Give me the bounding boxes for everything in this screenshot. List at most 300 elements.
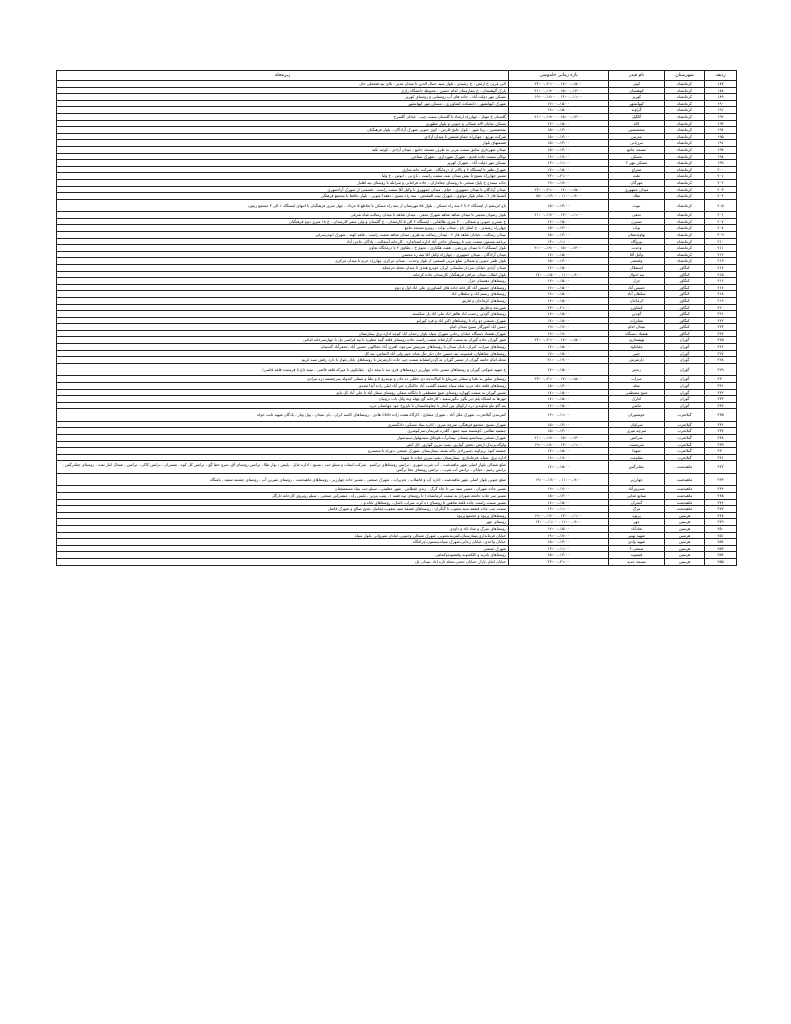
table-row: [57, 545, 737, 552]
area-cell: مسکن مهر دولت آباد - شهرک کهریز: [57, 160, 509, 167]
feeder-cell: خیبر: [609, 350, 665, 357]
feeder-cell: مسجد جامع: [609, 146, 665, 153]
row-number: ۲۰۹: [705, 231, 737, 238]
table-row: [57, 337, 737, 344]
feeder-cell: چهر: [609, 519, 665, 526]
table-row: [57, 166, 737, 173]
feeder-cell: میدان امام: [609, 324, 665, 331]
time-window-cell: ۱۷:۰۰--۱۵:۰۰: [509, 525, 609, 532]
row-number: ۲۴۸: [705, 512, 737, 519]
table-row: [57, 133, 737, 140]
feeder-cell: مسرورآباد: [609, 486, 665, 493]
area-cell: بنه گاو ماو شاوندیژ دره ارکولک بین آبدار نا چغاوماسیدان تا تاپروخ جود جهانسان دیره: [57, 402, 509, 409]
city-cell: کرمانشاه: [665, 238, 705, 245]
row-number: ۲۳۹: [705, 441, 737, 448]
area-cell: روستاهای بانزید و کلکشوند وقیصوندوکمامی: [57, 552, 509, 559]
area-cell: شهرک صنعتی: [57, 545, 509, 552]
row-number: ۲۰۴: [705, 193, 737, 200]
row-number: ۱۹۳: [705, 120, 737, 127]
row-number: ۱۹۴: [705, 127, 737, 134]
table-header-row: [57, 71, 737, 81]
area-cell: گلستان خ مهناز - چهارراه ارشاد تا گلستان سمت چپ - خیابان گلسرخ: [57, 113, 509, 120]
time-window-cell: ۱۹:۰۰--۱۷:۰۰: [509, 454, 609, 461]
time-window-cell: ۱۷:۰۰--۱۵:۰۰: [509, 291, 609, 298]
row-number: ۲۲۳: [705, 324, 737, 331]
table-row: [57, 402, 737, 409]
area-cell: روستاهای کرماجان و فارتق: [57, 297, 509, 304]
area-cell: مسکن خیابان لاله شمالی و جنوبی و بلوار مطهری: [57, 120, 509, 127]
row-number: ۲۰۷: [705, 218, 737, 225]
feeder-cell: نهاوندستان: [609, 231, 665, 238]
row-number: ۱۹۵: [705, 133, 737, 140]
feeder-cell: مرگ: [609, 506, 665, 513]
area-cell: قسمتهای بلوار: [57, 140, 509, 147]
table-row: [57, 396, 737, 403]
table-body: [57, 81, 737, 566]
time-window-cell: ۱۷:۰۰--۱۵:۰۰: [509, 284, 609, 291]
table-row: [57, 304, 737, 311]
area-cell: روستاهای گودین رحمت اباد ظاهر اباد علی اباد پل شکسته: [57, 311, 509, 318]
city-cell: گوران: [665, 396, 705, 403]
row-number: ۱۹۹: [705, 160, 737, 167]
row-number: ۲۲۲: [705, 317, 737, 324]
area-cell: میدان رسالت - خیابان شاهد فاز ۲ - میدان رسالت به طرف میدان شاهد سمت راست - قلعه کهنه - شهرک ابوذرسرایی: [57, 231, 509, 238]
city-cell: هرسین: [665, 525, 705, 532]
city-cell: کنگاور: [665, 297, 705, 304]
city-cell: کرمانشاه: [665, 245, 705, 252]
area-cell: روستاهای خمیس آباد کارخانه جاده های کشاورزی علی اباد اول و دوم: [57, 284, 509, 291]
table-row: [57, 454, 737, 461]
time-window-cell: ۱۳:۰۰--۱۱:۰۰: [509, 238, 609, 245]
feeder-cell: مسکن: [609, 153, 665, 160]
table-row: [57, 284, 737, 291]
city-cell: گوران: [665, 344, 705, 351]
row-number: ۲۵۳: [705, 545, 737, 552]
row-number: ۲۰۰: [705, 166, 737, 173]
area-cell: شورنجه و فارتق: [57, 304, 509, 311]
row-number: ۱۸۸: [705, 87, 737, 94]
area-cell: کمربندی گیلانغرب- شهرک ملک آباد - شهرک مشایخ - کارگاه همت زاده CNG هادی - روستاهای کاسه کران - بان عیدان - پول وبار - پادگان شهید ثابت خواه: [57, 409, 509, 422]
table-row: [57, 473, 737, 486]
feeder-cell: مقاومت: [609, 454, 665, 461]
time-window-cell: ۱۵:۰۰--۱۳:۰۰: [509, 539, 609, 546]
time-window-cell: ۱۹:۰۰--۱۷:۰۰ - ۱۳:۰۰--۱۱:۰۰: [509, 441, 609, 448]
area-cell: حسن اباد آموزگار بسیج میدان امام: [57, 324, 509, 331]
area-cell: باغ ابریشم از ایستگاه ۲ تا ۲ سه راه مسکن - بلوار ۵۸ مهرستان از سه راه مسکن تا تقاطع ۵ خرداد - چهل متری فرهنگیان تا انتهای ایستگاه ۱ الی ۳ مجتمع زیتون: [57, 199, 509, 212]
table-row: [57, 278, 737, 285]
row-number: ۲۱۲: [705, 251, 737, 258]
time-window-cell: ۱۳:۰۰--۱۱:۰۰: [509, 409, 609, 422]
feeder-cell: گودین: [609, 311, 665, 318]
city-cell: کنگاور: [665, 264, 705, 271]
feeder-cell: صنایع غذایی: [609, 492, 665, 499]
time-window-cell: ۲۳:۰۰--۲۱:۰۰: [509, 304, 609, 311]
area-cell: مسیر چهارراه بسیج تا نبش میدان نفت سمت راست - باغ نی - انوش - خ ولیا: [57, 173, 509, 180]
row-number: ۲۳۲: [705, 389, 737, 396]
area-cell: روستاهای رستم اباد و سلطان اباد: [57, 291, 509, 298]
time-window-cell: ۱۵:۰۰--۱۳:۰۰: [509, 428, 609, 435]
city-cell: گوران: [665, 389, 705, 396]
row-number: ۲۴۶: [705, 499, 737, 506]
time-window-cell: ۱۷:۰۰--۱۵:۰۰: [509, 389, 609, 396]
area-cell: خ شهید شوکتی گوران و روستاهای مسیر جاده چهارزبر (روستاهای قری تیه تا تیمه داغ - چقانکوی تا میرکه قلعه قاضی - تیمه داغ تا فرسنده قلعه قاضی): [57, 363, 509, 376]
area-cell: شهرک صنعتی،پیمانسو،بیستان ،پیمانرآب،قوچاق،سیدبهلول،سیدسوار: [57, 435, 509, 442]
row-number: ۲۳۸: [705, 435, 737, 442]
table-row: [57, 173, 737, 180]
city-cell: کرمانشاه: [665, 179, 705, 186]
row-number: ۲۴۴: [705, 486, 737, 493]
time-window-cell: ۱۵:۰۰--۱۳:۰۰: [509, 199, 609, 212]
feeder-cell: خوشنوران: [609, 409, 665, 422]
table-row: [57, 81, 737, 88]
feeder-cell: کهریز: [609, 94, 665, 101]
row-number: ۲۲۵: [705, 337, 737, 344]
feeder-cell: کنارک: [609, 396, 665, 403]
row-number: ۲۴۹: [705, 519, 737, 526]
table-row: [57, 160, 737, 167]
table-row: [57, 153, 737, 160]
feeder-cell: چهارزبر: [609, 473, 665, 486]
area-cell: شرکت توزیع - چهارراه حمام شمس تا میدان آزادی: [57, 133, 509, 140]
row-number: ۲۰۲: [705, 179, 737, 186]
area-cell: محله امام خامنه گوران از مسیر گوران به گزدرامشانه سمت چپ جاده دارتفرش تا روستاهای بابان بلوار تا دارد رقش سید کریم: [57, 357, 509, 364]
area-cell: پارک گوهستان - خ بیمارستان امام حسین - محوطه دانشگاه رازی: [57, 87, 509, 94]
area-cell: مسیر جاده شهران ، مسیر سید نبی تا چاه گرگ ، زندی قیطاس ، شهر عظیمی ، سیلو جب بنیاد مستضعفان: [57, 486, 509, 493]
row-number: ۲۱۴: [705, 264, 737, 271]
area-cell: خیابان امام ،بازار ،خیابان حجتی،محله تازه اباد ،میدان تک: [57, 558, 509, 565]
area-cell: میدان شهرداری سابق سمت غربی به طرف مسجد جامع - میدان آزادی - کوچه تکیه: [57, 146, 509, 153]
table-row: [57, 409, 737, 422]
feeder-cell: چقانکود: [609, 344, 665, 351]
city-cell: گیلانغرب: [665, 409, 705, 422]
row-number: ۲۱۱: [705, 245, 737, 252]
city-cell: هرسین: [665, 539, 705, 546]
area-cell: میدان آزادگان - میدان جمهوری - چهارراه وکیل آقا سه ره محسن: [57, 251, 509, 258]
city-cell: کرمانشاه: [665, 81, 705, 88]
city-cell: گوران: [665, 350, 705, 357]
row-number: ۲۳۴: [705, 402, 737, 409]
outage-table: [56, 70, 737, 566]
table-row: [57, 245, 737, 252]
row-number: ۲۳۱: [705, 382, 737, 389]
row-number: ۲۵۰: [705, 525, 737, 532]
area-cell: اداره برق ،سپاه ،فرمانداری ،بیمارستان ،پمپ بنزین حیات تا شهدا: [57, 454, 509, 461]
row-number: ۲۳۵: [705, 409, 737, 422]
time-window-cell: ۱۷:۰۰--۱۵:۰۰: [509, 396, 609, 403]
feeder-cell: قیصوند: [609, 552, 665, 559]
area-cell: روستاهای چقاهلیان، فیسونه، تیه حسین خان دیار تنگ شاه، خیبر ولی آباد التماس، تیه کل: [57, 350, 509, 357]
city-cell: کرمانشاه: [665, 218, 705, 225]
area-cell: شهرک بسیج ،مجتمع فرهنگی، سرچه میری ، اداره بنیاد مسکن، دادگستری: [57, 421, 509, 428]
time-window-cell: ۱۳:۰۰--۱۱:۰۰: [509, 160, 609, 167]
area-cell: چشمه نظامی ،کوشسه سید جمع ، گلدره فیزیمان،سرکوشری: [57, 428, 509, 435]
area-cell: روستاهای دهستان جزل: [57, 278, 509, 285]
feeder-cell: کوهستان: [609, 87, 665, 94]
feeder-cell: گلگیل: [609, 113, 665, 120]
area-cell: ضلع شمالی بلوار اصلی شهر ماهیدشت - آب شرب شهری ، ترانس روستاهای ترکسو ، شرکت لبنیات و سیلو جب ، بسیج ، اداره مایل ، پلیس ، نوار طلا ، ترانس روستای آق، سرو خط گچ ، ترانس کل کوه ، شمیران ، ترانس کاکی ، ترانس ، شمال انبار نفت ، روستای چقانرگس ، ترانس رحیم ، خیابان ، ترانس آب شرب ، ترانس روستای چقا نرگس: [57, 461, 509, 474]
table-row: [57, 428, 737, 435]
area-cell: چشمه کبود ،ریزاوند ،شیرزادی ،یاله بشته ،بیمارستان ،شهرک صنعتی ،دوراه تا سمندرو: [57, 448, 509, 455]
area-cell: روستاهای قلعه خلد حرب شله سیاه چشمه گلشت آباد جاکنگره خیر آباد لیلی زاده آیدا مجدی: [57, 382, 509, 389]
time-window-cell: ۱۵:۰۰--۱۳:۰۰: [509, 552, 609, 559]
row-number: ۱۹۰: [705, 100, 737, 107]
city-cell: هرسین: [665, 545, 705, 552]
city-cell: گوران: [665, 357, 705, 364]
table-row: [57, 525, 737, 532]
time-window-cell: ۱۷:۰۰--۱۵:۰۰: [509, 264, 609, 271]
city-cell: کرمانشاه: [665, 133, 705, 140]
table-row: [57, 363, 737, 376]
feeder-cell: مهرگان: [609, 179, 665, 186]
area-cell: مهرها به لشکاه پلم دیر نگوز ،نگورسفید ، کارخانه گچ چهله ونه ولک باب ،زونیان: [57, 396, 509, 403]
feeder-cell: میدان جمهوری: [609, 186, 665, 193]
city-cell: کنگاور: [665, 324, 705, 331]
city-cell: کرمانشاه: [665, 199, 705, 212]
city-cell: کنگاور: [665, 317, 705, 324]
city-cell: گیلانغرب: [665, 454, 705, 461]
row-number: ۲۴۱: [705, 454, 737, 461]
city-cell: کرمانشاه: [665, 120, 705, 127]
row-number: ۲۰۱: [705, 173, 737, 180]
city-cell: کنگاور: [665, 278, 705, 285]
time-window-cell: ۱۹:۰۰--۱۷:۰۰ - ۱۳:۰۰--۱۱:۰۰: [509, 512, 609, 519]
time-window-cell: ۱۹:۰۰--۱۷:۰۰: [509, 330, 609, 337]
city-cell: هرسین: [665, 532, 705, 539]
time-window-cell: ۱۷:۰۰--۱۵:۰۰: [509, 402, 609, 409]
feeder-cell: مرزبانی: [609, 140, 665, 147]
feeder-cell: دارتفرش: [609, 357, 665, 364]
city-cell: هرسین: [665, 519, 705, 526]
city-cell: کرمانشاه: [665, 193, 705, 200]
area-cell: مسیر سمت راست جاده قلعه شاهین تا روستای ده کره، سراب ،اشک ، روستاهای باباه و ،: [57, 499, 509, 506]
area-cell: واوگه،پرندک ارتش ،بخش گوازور ،پمپ بنزین گوازور ،کل کش: [57, 441, 509, 448]
city-cell: ماهیدشت: [665, 506, 705, 513]
table-row: [57, 225, 737, 232]
table-row: [57, 311, 737, 318]
city-cell: ماهیدشت: [665, 473, 705, 486]
feeder-cell: کرماجان: [609, 297, 665, 304]
feeder-cell: سراوان: [609, 421, 665, 428]
row-number: ۲۱۸: [705, 291, 737, 298]
feeder-cell: لاله: [609, 120, 665, 127]
table-row: [57, 552, 737, 559]
row-number: ۲۲۰: [705, 304, 737, 311]
time-window-cell: ۱۵:۰۰--۱۳:۰۰: [509, 492, 609, 499]
time-window-cell: ۱۵:۰۰--۱۳:۰۰: [509, 382, 609, 389]
city-cell: کرمانشاه: [665, 258, 705, 265]
city-cell: کرمانشاه: [665, 127, 705, 134]
row-number: ۲۲۴: [705, 330, 737, 337]
table-row: [57, 179, 737, 186]
area-cell: چهارراه رشیدی - خ اشک تاغ - میدان نواب - روبرو مسجد جامع: [57, 225, 509, 232]
row-number: ۱۹۷: [705, 146, 737, 153]
table-row: [57, 506, 737, 513]
city-cell: گیلانغرب: [665, 428, 705, 435]
table-row: [57, 357, 737, 364]
city-cell: کرمانشاه: [665, 160, 705, 167]
feeder-cell: چقانرگس: [609, 461, 665, 474]
feeder-cell: سلطان آباد: [609, 291, 665, 298]
row-number: ۲۵۴: [705, 552, 737, 559]
city-cell: گیلانغرب: [665, 435, 705, 442]
city-cell: کرمانشاه: [665, 107, 705, 114]
city-cell: گیلانغرب: [665, 448, 705, 455]
table-row: [57, 87, 737, 94]
time-window-cell: ۲۱:۰۰--۱۹:۰۰ - ۱۵:۰۰--۱۳:۰۰: [509, 113, 609, 120]
feeder-cell: پریوه: [609, 512, 665, 519]
row-number: ۲۱۰: [705, 238, 737, 245]
city-cell: کرمانشاه: [665, 166, 705, 173]
outage-schedule-page: [56, 70, 736, 566]
table-row: [57, 100, 737, 107]
time-window-cell: ۱۷:۰۰--۱۵:۰۰ - ۱۱:۰۰--۹:۰۰: [509, 271, 609, 278]
city-cell: کرمانشاه: [665, 212, 705, 219]
area-cell: سمت چپ جاده قشقه سید یعقوب تا گنگران ، روستاهای فشقه سید یعقوب،چقانیک ،شیخ صالح و شهرک فاضل: [57, 506, 509, 513]
feeder-cell: گراوند: [609, 107, 665, 114]
time-window-cell: ۱۹:۰۰--۱۷:۰۰: [509, 486, 609, 493]
city-cell: ماهیدشت: [665, 486, 705, 493]
feeder-cell: ملت: [609, 173, 665, 180]
time-window-cell: ۱۷:۰۰--۱۵:۰۰: [509, 317, 609, 324]
area-cell: بلوار ایستگاه ۶ تا میدان ورزشی - هفت هکتاری - نجوم خ - نطاوی ۲ تا درمانگاه تعاون: [57, 245, 509, 252]
table-row: [57, 441, 737, 448]
time-window-cell: ۱۷:۰۰--۱۵:۰۰: [509, 363, 609, 376]
feeder-cell: نیروگاه: [609, 238, 665, 245]
table-row: [57, 317, 737, 324]
city-cell: گیلانغرب: [665, 421, 705, 428]
row-number: ۱۹۸: [705, 153, 737, 160]
table-row: [57, 486, 737, 493]
area-cell: بلوار رضوان مجتبی تا میدان شاهد شاهد شهرک نجفی - میدان شاهد تا میدان رسالت شاه شرقی: [57, 212, 509, 219]
row-number: ۲۵۲: [705, 539, 737, 546]
feeder-cell: معراج: [609, 166, 665, 173]
feeder-cell: شهدا: [609, 448, 665, 455]
area-cell: روستاهای سرگ و شاد اباد و داودی: [57, 525, 509, 532]
city-cell: ماهیدشت: [665, 499, 705, 506]
row-number: ۲۴۳: [705, 473, 737, 486]
time-window-cell: ۱۳:۰۰--۱۱:۰۰: [509, 506, 609, 513]
row-number: ۱۸۷: [705, 81, 737, 88]
feeder-cell: مسجد جدید: [609, 558, 665, 565]
table-row: [57, 120, 737, 127]
table-row: [57, 461, 737, 474]
feeder-cell: وحدت: [609, 245, 665, 252]
table-row: [57, 193, 737, 200]
table-row: [57, 324, 737, 331]
city-cell: گوران: [665, 382, 705, 389]
time-window-cell: ۱۷:۰۰--۱۵:۰۰: [509, 100, 609, 107]
time-window-cell: ۱۹:۰۰--۱۷:۰۰ - ۱۳:۰۰--۱۱:۰۰: [509, 94, 609, 101]
time-window-cell: ۱۵:۰۰--۱۳:۰۰: [509, 258, 609, 265]
row-number: ۲۳۷: [705, 428, 737, 435]
row-number: ۱۸۹: [705, 94, 737, 101]
time-window-cell: ۱۷:۰۰--۱۵:۰۰: [509, 278, 609, 285]
row-number: ۱۹۲: [705, 113, 737, 120]
time-window-cell: ۱۹:۰۰--۱۷:۰۰: [509, 153, 609, 160]
table-row: [57, 512, 737, 519]
table-row: [57, 492, 737, 499]
row-number: ۲۳۰: [705, 376, 737, 383]
row-number: ۱۹۶: [705, 140, 737, 147]
time-window-cell: ۱۷:۰۰--۱۵:۰۰: [509, 350, 609, 357]
row-number: ۲۴۷: [705, 506, 737, 513]
table-row: [57, 330, 737, 337]
area-cell: شهرک هشتاد دستگاه خیابان رحانی شهرک سپاه بلوار رحمان اباد کوچه اداره برق بیمارستان: [57, 330, 509, 337]
row-number: ۲۱۳: [705, 258, 737, 265]
area-cell: برنامه بیستون سمت چپ تا روستای حاجی آباد اداره استاندارد - کارخانه آسفالت - پادگان حاجی آباد: [57, 238, 509, 245]
feeder-cell: خمیس آباد: [609, 284, 665, 291]
table-row: [57, 238, 737, 245]
city-cell: هرسین: [665, 558, 705, 565]
city-cell: کنگاور: [665, 271, 705, 278]
area-cell: جاده سنندج خ پاپک صنعتی تا روستای چغاماران - جاده فرامانی و سرابله تا روستای تپه اهلباز: [57, 179, 509, 186]
city-cell: کرمانشاه: [665, 173, 705, 180]
header-window: بازه زمانی خاموشی: [509, 71, 609, 81]
feeder-cell: مدرس: [609, 133, 665, 140]
time-window-cell: ۱۳:۰۰--۱۱:۰۰: [509, 545, 609, 552]
city-cell: کنگاور: [665, 311, 705, 318]
city-cell: گوران: [665, 337, 705, 344]
city-cell: کرمانشاه: [665, 231, 705, 238]
table-row: [57, 350, 737, 357]
area-cell: نوکان سمت جاده قدیم - شهرک شهرداری - شهرک نساجی: [57, 153, 509, 160]
time-window-cell: ۲۳:۰۰--۲۱:۰۰ - ۱۷:۰۰--۱۵:۰۰: [509, 81, 609, 88]
feeder-cell: جزل: [609, 278, 665, 285]
table-row: [57, 421, 737, 428]
area-cell: بلوار انقلاب میدان عراقی فرهنگیان کارمندان جاده کرخانه: [57, 271, 509, 278]
area-cell: میدان آزادگان تا میدان جمهوری - خیام - میدان جمهوری تا وکیل آقا سمت راست - قسمتی از شهرک آزادشهری: [57, 186, 509, 193]
time-window-cell: ۲۳:۰۰--۲۱:۰۰ - ۱۷:۰۰--۱۵:۰۰: [509, 376, 609, 383]
area-cell: روستاهای سراب، کیران، بابان میدان تا روستاهای سرنیش سرخود، افتری آباد چقاالهی حسین آباد ،جعفرآباد گندمبان: [57, 344, 509, 351]
table-row: [57, 146, 737, 153]
table-row: [57, 113, 737, 120]
time-window-cell: ۲۱:۰۰--۱۹:۰۰ - ۱۵:۰۰--۱۳:۰۰: [509, 87, 609, 94]
city-cell: کنگاور: [665, 304, 705, 311]
time-window-cell: ۱۷:۰۰--۱۵:۰۰: [509, 107, 609, 114]
table-row: [57, 218, 737, 225]
time-window-cell: ۱۷:۰۰--۱۵:۰۰: [509, 344, 609, 351]
feeder-cell: استقلال: [609, 264, 665, 271]
time-window-cell: ۱۵:۰۰--۱۳:۰۰: [509, 225, 609, 232]
time-window-cell: ۱۹:۰۰--۱۷:۰۰: [509, 324, 609, 331]
area-cell: شهرک صنعتی دو راه تا روستاهای اکبر اباد و فرد کورابو: [57, 317, 509, 324]
city-cell: کرمانشاه: [665, 186, 705, 193]
row-number: ۲۲۹: [705, 363, 737, 376]
feeder-cell: شیخ مصطفی: [609, 389, 665, 396]
table-row: [57, 382, 737, 389]
city-cell: گوران: [665, 402, 705, 409]
area-cell: خ نسترن جنوبی و شمالی - ۳۰ متری طالقانی - ایستگاه ۲ الی ۵ کارمندان - خ گلستان و ولی عصر کارمندان - خ ۱۸ متری دوم فرهنگیان: [57, 218, 509, 225]
table-row: [57, 251, 737, 258]
city-cell: کرمانشاه: [665, 251, 705, 258]
feeder-cell: شله: [609, 382, 665, 389]
area-cell: مسیر گوران به سمت کهواره روستای شیخ مصطفی تا بابگانه سفلی روستای سفار آباد تا علی آباد کل بانو: [57, 389, 509, 396]
table-row: [57, 532, 737, 539]
row-number: ۲۳۳: [705, 396, 737, 403]
time-window-cell: ۱۷:۰۰--۱۵:۰۰: [509, 297, 609, 304]
table-row: [57, 499, 737, 506]
feeder-cell: شهید وادی: [609, 539, 665, 546]
row-number: ۲۲۸: [705, 357, 737, 364]
feeder-cell: سرکش: [609, 435, 665, 442]
city-cell: کرمانشاه: [665, 100, 705, 107]
feeder-cell: کوثر: [609, 81, 665, 88]
city-cell: کرمانشاه: [665, 146, 705, 153]
table-row: [57, 199, 737, 212]
area-cell: لاین غربی خ ارتش - خ رشیدی - بلوار سید جمال الدین تا میدان غدیر - بلای تپه فتحعلی خان: [57, 81, 509, 88]
table-row: [57, 344, 737, 351]
city-cell: کنگاور: [665, 330, 705, 337]
